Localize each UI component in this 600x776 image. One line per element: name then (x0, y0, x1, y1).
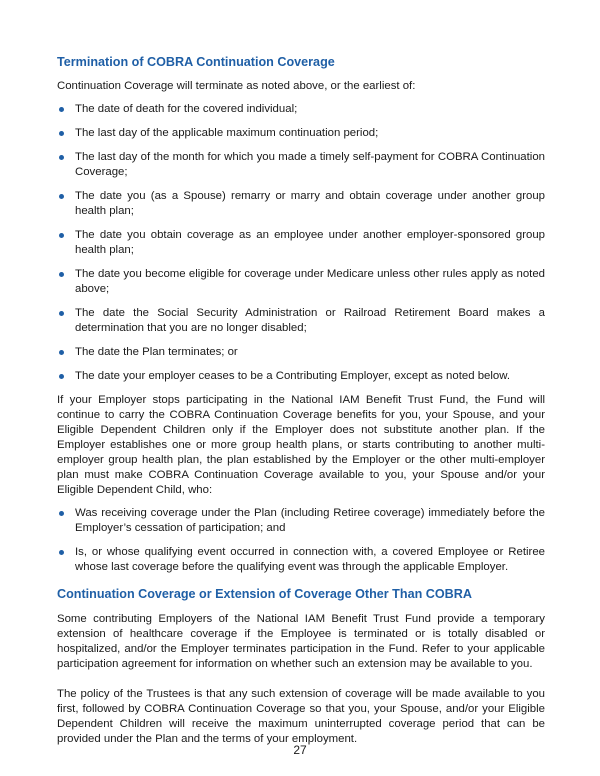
termination-conditions-list (57, 102, 545, 384)
bullet-icon (59, 374, 64, 379)
bullet-icon (59, 550, 64, 555)
list-item-text: The date your employer ceases to be a Contributing Employer, except as noted below. (75, 370, 510, 382)
employer-stops-paragraph: If your Employer stops participating in the National IAM Benefit Trust Fund, the Fund will continue to carry the COBRA Continuation Coverage benefits for you, your Spouse, and your Eligible Dependent Children only if the Employer does not substitute another plan. If the Employer establishes one or more group health plans, or starts contributing to another multi-employer group health plan, the plan established by the Employer or the other multi-employer plan must make COBRA Continuation Coverage available to you, your Spouse and/or your Eligible Dependent Child, who: (57, 394, 545, 496)
bullet-icon (59, 311, 64, 316)
section-heading-other-coverage: Continuation Coverage or Extension of Coverage Other Than COBRA (57, 587, 472, 601)
extension-paragraph: Some contributing Employers of the National IAM Benefit Trust Fund provide a temporary extension of healthcare coverage if the Employee is terminated or is totally disabled or hospitalized, and/or the Employer terminates participation in the Fund. Refer to your applicable participation agreement for information on whether such an extension may be available to you. (57, 613, 545, 670)
section-heading-termination: Termination of COBRA Continuation Coverage (57, 55, 335, 69)
bullet-icon (59, 194, 64, 199)
list-item (57, 545, 545, 575)
list-item-text: The date the Social Security Administration or Railroad Retirement Board makes a determination that you are no longer disabled; (75, 307, 545, 334)
bullet-icon (59, 131, 64, 136)
list-item-text: Is, or whose qualifying event occurred in connection with, a covered Employee or Retiree whose last coverage before the qualifying event was through the applicable Employer. (75, 546, 545, 573)
list-item (57, 506, 545, 536)
document-page (57, 54, 545, 747)
list-item (57, 126, 545, 141)
eligibility-list (57, 506, 545, 575)
list-item-text: The date the Plan terminates; or (75, 346, 238, 358)
list-item (57, 150, 545, 180)
list-item (57, 102, 545, 117)
list-item-text: The date you (as a Spouse) remarry or marry and obtain coverage under another group health plan; (75, 190, 545, 217)
bullet-icon (59, 107, 64, 112)
list-item-text: The last day of the month for which you made a timely self-payment for COBRA Continuation Coverage; (75, 151, 545, 178)
list-item-text: The date you obtain coverage as an employee under another employer-sponsored group health plan; (75, 229, 545, 256)
page-number: 27 (293, 743, 307, 757)
intro-text: Continuation Coverage will terminate as noted above, or the earliest of: (57, 80, 416, 92)
bullet-icon (59, 350, 64, 355)
list-item (57, 267, 545, 297)
list-item-text: The date of death for the covered individual; (75, 103, 298, 115)
bullet-icon (59, 155, 64, 160)
list-item (57, 228, 545, 258)
list-item (57, 306, 545, 336)
list-item (57, 369, 545, 384)
list-item (57, 189, 545, 219)
bullet-icon (59, 511, 64, 516)
list-item-text: The date you become eligible for coverage under Medicare unless other rules apply as noted above; (75, 268, 545, 295)
list-item-text: Was receiving coverage under the Plan (including Retiree coverage) immediately before the Employer’s cessation of participation; and (75, 507, 545, 534)
list-item (57, 345, 545, 360)
bullet-icon (59, 272, 64, 277)
trustees-policy-paragraph: The policy of the Trustees is that any such extension of coverage will be made available to you first, followed by COBRA Continuation Coverage so that you, your Spouse, and/or your Eligible Dependent Children will receive the maximum uninterrupted coverage period that can be provided under the Plan and the terms of your employment. (57, 688, 545, 745)
list-item-text: The last day of the applicable maximum continuation period; (75, 127, 379, 139)
bullet-icon (59, 233, 64, 238)
